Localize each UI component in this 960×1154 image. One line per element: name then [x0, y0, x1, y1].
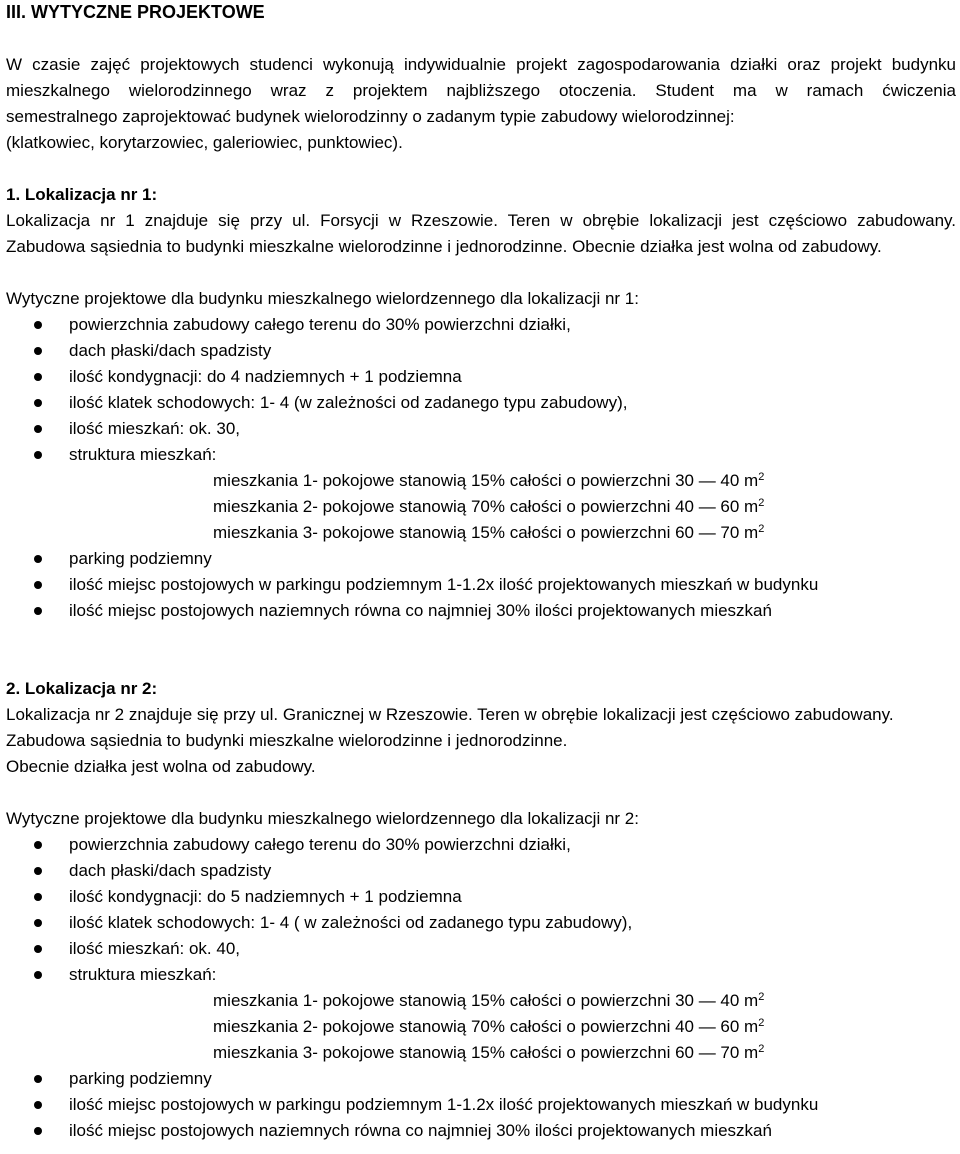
bullet-icon [34, 1075, 42, 1083]
bullet-icon [34, 867, 42, 875]
bullet-icon [34, 451, 42, 459]
apartment-structure-line: mieszkania 2- pokojowe stanowią 70% całości o powierzchni 40 — 60 $m^2$ [213, 497, 765, 516]
list-item: parking podziemny [6, 1066, 956, 1092]
location-1-guidelines-list [6, 312, 956, 468]
location-2-guidelines-list-cont [6, 1066, 956, 1144]
document [6, 0, 956, 1144]
list-item: parking podziemny [6, 546, 956, 572]
location-1-heading: 1. Lokalizacja nr 1: [6, 185, 158, 204]
intro-line: semestralnego zaprojektować budynek wielorodzinny o zadanym typie zabudowy wielorodzinnej: [6, 107, 735, 126]
bullet-icon [34, 425, 42, 433]
list-item: ilość kondygnacji: do 4 nadziemnych + 1 podziemna [6, 364, 956, 390]
section-title: III. WYTYCZNE PROJEKTOWE [6, 2, 265, 22]
list-item: dach płaski/dach spadzisty [6, 338, 956, 364]
bullet-icon [34, 919, 42, 927]
bullet-icon [34, 555, 42, 563]
list-item: ilość miejsc postojowych w parkingu podziemnym 1-1.2x ilość projektowanych mieszkań w budynku [6, 1092, 956, 1118]
list-item: ilość kondygnacji: do 5 nadziemnych + 1 podziemna [6, 884, 956, 910]
list-item: ilość klatek schodowych: 1- 4 ( w zależności od zadanego typu zabudowy), [6, 910, 956, 936]
list-item: ilość mieszkań: ok. 40, [6, 936, 956, 962]
location-1-description: Lokalizacja nr 1 znajduje się przy ul. Forsycji w Rzeszowie. Teren w obrębie lokalizacji jest częściowo zabudowany. [6, 211, 956, 230]
apartment-structure-line: mieszkania 3- pokojowe stanowią 15% całości o powierzchni 60 — 70 $m^2$ [213, 523, 765, 542]
location-1-guidelines-title: Wytyczne projektowe dla budynku mieszkalnego wielordzennego dla lokalizacji nr 1: [6, 289, 639, 308]
location-2-description: Zabudowa sąsiednia to budynki mieszkalne wielorodzinne i jednorodzinne. [6, 731, 568, 750]
intro-line: mieszkalnego wielorodzinnego wraz z projektem najbliższego otoczenia. Student ma w ramach ćwiczenia [6, 81, 956, 100]
intro-line: (klatkowiec, korytarzowiec, galeriowiec, punktowiec). [6, 133, 403, 152]
bullet-icon [34, 971, 42, 979]
apartment-structure-line: mieszkania 1- pokojowe stanowią 15% całości o powierzchni 30 — 40 $m^2$ [213, 471, 765, 490]
bullet-icon [34, 945, 42, 953]
bullet-icon [34, 581, 42, 589]
bullet-icon [34, 607, 42, 615]
location-2-guidelines-title: Wytyczne projektowe dla budynku mieszkalnego wielordzennego dla lokalizacji nr 2: [6, 809, 639, 828]
list-item: ilość miejsc postojowych naziemnych równa co najmniej 30% ilości projektowanych mieszkań [6, 1118, 956, 1144]
bullet-icon [34, 1101, 42, 1109]
location-2-heading: 2. Lokalizacja nr 2: [6, 679, 158, 698]
location-1-guidelines-list-cont [6, 546, 956, 624]
location-1-description: Zabudowa sąsiednia to budynki mieszkalne wielorodzinne i jednorodzinne. Obecnie działka jest wolna od zabudowy. [6, 237, 882, 256]
bullet-icon [34, 841, 42, 849]
location-2-guidelines-list [6, 832, 956, 988]
list-item: ilość miejsc postojowych naziemnych równa co najmniej 30% ilości projektowanych mieszkań [6, 598, 956, 624]
bullet-icon [34, 893, 42, 901]
apartment-structure-line: mieszkania 1- pokojowe stanowią 15% całości o powierzchni 30 — 40 $m^2$ [213, 991, 765, 1010]
list-item: ilość mieszkań: ok. 30, [6, 416, 956, 442]
list-item: struktura mieszkań: [6, 962, 956, 988]
location-2-description: Obecnie działka jest wolna od zabudowy. [6, 757, 316, 776]
bullet-icon [34, 399, 42, 407]
list-item: ilość miejsc postojowych w parkingu podziemnym 1-1.2x ilość projektowanych mieszkań w budynku [6, 572, 956, 598]
location-2-description: Lokalizacja nr 2 znajduje się przy ul. Granicznej w Rzeszowie. Teren w obrębie lokalizacji jest częściowo zabudowany. [6, 705, 894, 724]
list-item: struktura mieszkań: [6, 442, 956, 468]
bullet-icon [34, 1127, 42, 1135]
intro-line: W czasie zajęć projektowych studenci wykonują indywidualnie projekt zagospodarowania działki oraz projekt budynku [6, 55, 956, 74]
list-item: dach płaski/dach spadzisty [6, 858, 956, 884]
list-item: ilość klatek schodowych: 1- 4 (w zależności od zadanego typu zabudowy), [6, 390, 956, 416]
list-item: powierzchnia zabudowy całego terenu do 30% powierzchni działki, [6, 312, 956, 338]
apartment-structure-line: mieszkania 2- pokojowe stanowią 70% całości o powierzchni 40 — 60 $m^2$ [213, 1017, 765, 1036]
list-item: powierzchnia zabudowy całego terenu do 30% powierzchni działki, [6, 832, 956, 858]
bullet-icon [34, 321, 42, 329]
bullet-icon [34, 347, 42, 355]
apartment-structure-line: mieszkania 3- pokojowe stanowią 15% całości o powierzchni 60 — 70 $m^2$ [213, 1043, 765, 1062]
bullet-icon [34, 373, 42, 381]
